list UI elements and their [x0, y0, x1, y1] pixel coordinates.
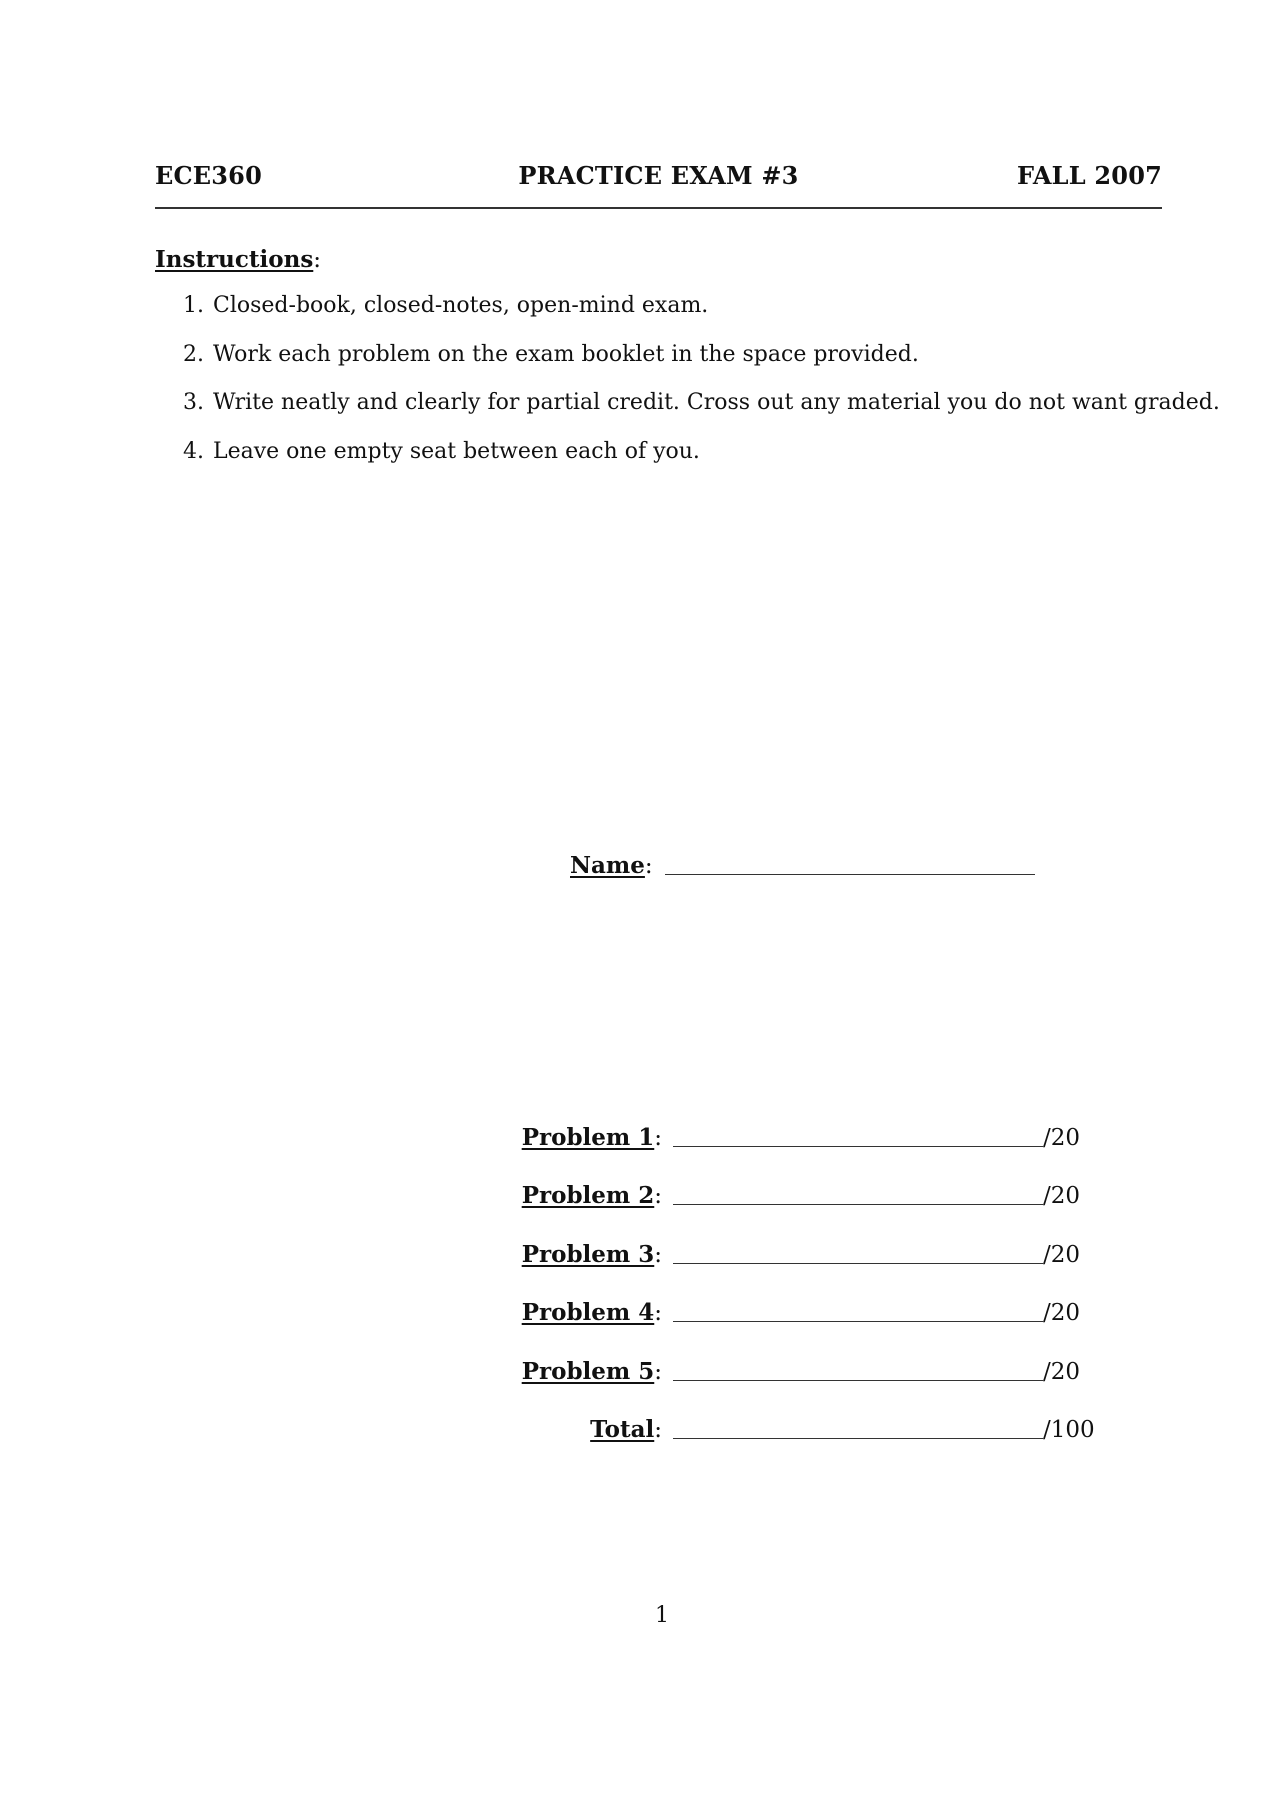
score-max: /100 [1043, 1417, 1095, 1443]
score-blank[interactable] [673, 1301, 1043, 1322]
score-blank[interactable] [673, 1184, 1043, 1205]
score-label: Problem 3 [521, 1240, 655, 1268]
score-row-problem-1: Problem 1: /20 [521, 1123, 1081, 1151]
instruction-text: Work each problem on the exam booklet in the space provided. [213, 341, 919, 367]
score-row-total: Total: /100 [590, 1416, 1095, 1443]
score-row-problem-5: Problem 5: /20 [521, 1357, 1081, 1385]
instruction-number: 2. [183, 341, 204, 367]
score-max: /20 [1043, 1241, 1081, 1268]
score-blank[interactable] [673, 1126, 1043, 1147]
name-blank[interactable] [665, 854, 1035, 875]
instruction-text: Write neatly and clearly for partial credit. Cross out any material you do not want graded. [213, 390, 1220, 415]
instruction-text: Closed-book, closed-notes, open-mind exam. [213, 293, 709, 318]
instructions-heading: Instructions: [155, 246, 322, 273]
score-max: /20 [1043, 1124, 1081, 1151]
instruction-number: 4. [183, 438, 204, 464]
instruction-number: 1. [183, 293, 204, 318]
instruction-text: Leave one empty seat between each of you. [213, 438, 700, 464]
instruction-item [155, 342, 1180, 391]
score-label: Problem 5 [521, 1357, 655, 1385]
score-label: Problem 4 [521, 1299, 655, 1326]
instruction-item [155, 390, 1220, 439]
score-row-problem-4: Problem 4: /20 [521, 1299, 1081, 1326]
score-max: /20 [1043, 1300, 1081, 1326]
score-label: Problem 2 [521, 1182, 655, 1209]
score-blank[interactable] [673, 1243, 1043, 1264]
instruction-number: 3. [183, 390, 204, 415]
instructions-label: Instructions [155, 246, 314, 273]
score-max: /20 [1043, 1358, 1081, 1385]
course-code: ECE360 [155, 160, 262, 190]
page-number: 1 [655, 1603, 669, 1628]
instructions-list [155, 293, 1220, 487]
instruction-item [155, 293, 1180, 342]
score-row-problem-3: Problem 3: /20 [521, 1240, 1081, 1268]
name-label: Name [570, 852, 645, 879]
score-label: Total [590, 1416, 655, 1443]
score-blank[interactable] [673, 1360, 1043, 1381]
page-header [155, 158, 1162, 192]
exam-term: FALL 2007 [1017, 160, 1162, 190]
score-row-problem-2: Problem 2: /20 [521, 1182, 1081, 1209]
header-rule [155, 207, 1162, 209]
score-label: Problem 1 [521, 1123, 655, 1151]
instruction-item [155, 439, 1180, 488]
score-table [450, 1092, 1100, 1443]
name-row: Name : [570, 852, 1035, 879]
score-blank[interactable] [673, 1418, 1043, 1439]
exam-title: PRACTICE EXAM #3 [518, 160, 799, 190]
score-max: /20 [1043, 1183, 1081, 1209]
